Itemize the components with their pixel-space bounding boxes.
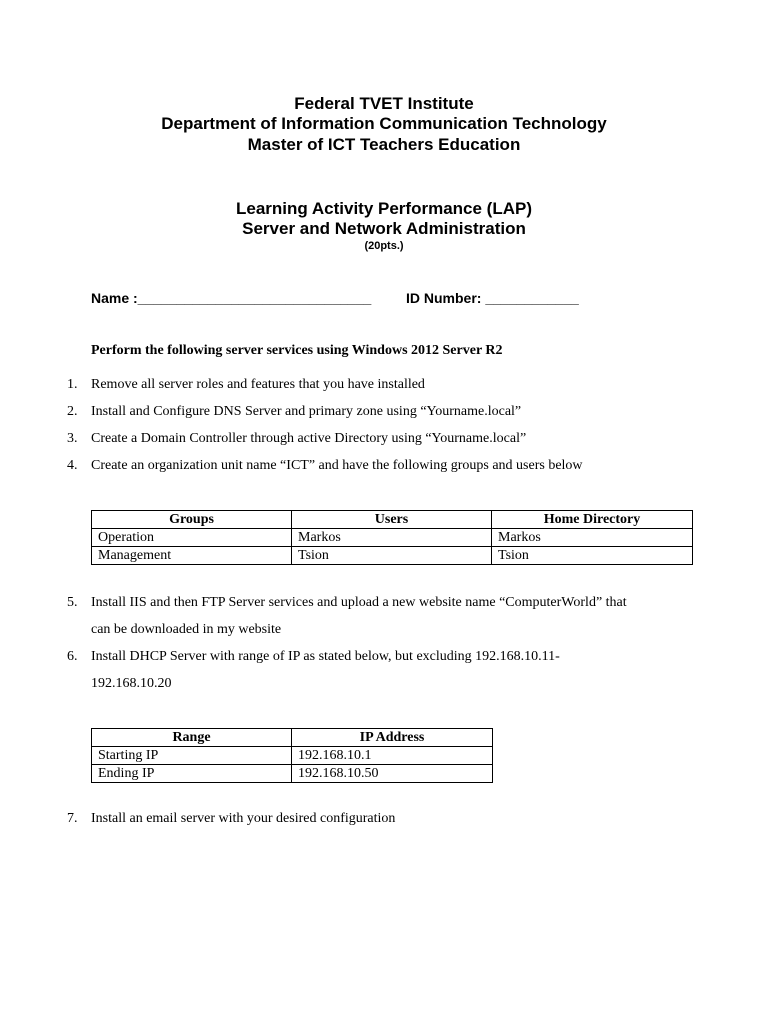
item-text: Create a Domain Controller through active Directory using “Yourname.local”	[91, 431, 527, 446]
column-header: Users	[292, 511, 492, 529]
item-text: can be downloaded in my website	[91, 622, 282, 637]
item-number: 1.	[67, 377, 78, 392]
item-text: Install and Configure DNS Server and primary zone using “Yourname.local”	[91, 404, 522, 419]
item-number: 3.	[67, 431, 78, 446]
table-cell: 192.168.10.50	[292, 765, 493, 783]
table-row	[92, 547, 693, 565]
table-header-row	[92, 511, 693, 529]
table-cell: Operation	[92, 529, 292, 547]
table-cell: 192.168.10.1	[292, 747, 493, 765]
item-text: Create an organization unit name “ICT” and have the following groups and users below	[91, 458, 583, 473]
table-row	[92, 765, 493, 783]
item-text: Install an email server with your desired configuration	[91, 811, 396, 826]
item-text: Remove all server roles and features that you have installed	[91, 377, 425, 392]
item-text: 192.168.10.20	[91, 676, 172, 691]
ip-range-table	[91, 728, 493, 783]
item-number: 6.	[67, 649, 78, 664]
item-number: 5.	[67, 595, 78, 610]
table-cell: Management	[92, 547, 292, 565]
table-cell: Tsion	[292, 547, 492, 565]
institute-name: Federal TVET Institute	[294, 94, 474, 113]
id-number-field: ID Number: ____________	[406, 290, 579, 306]
points-label: (20pts.)	[364, 240, 404, 252]
item-number: 7.	[67, 811, 78, 826]
table-cell: Tsion	[492, 547, 693, 565]
table-row	[92, 747, 493, 765]
table-cell: Markos	[292, 529, 492, 547]
name-field: Name :______________________________	[91, 290, 372, 306]
table-cell: Markos	[492, 529, 693, 547]
table-header-row	[92, 729, 493, 747]
column-header: Home Directory	[492, 511, 693, 529]
table-cell: Starting IP	[92, 747, 292, 765]
table-cell: Ending IP	[92, 765, 292, 783]
instruction-text: Perform the following server services using Windows 2012 Server R2	[91, 343, 503, 358]
column-header: IP Address	[292, 729, 493, 747]
item-text: Install IIS and then FTP Server services and upload a new website name “ComputerWorld” that	[91, 595, 627, 610]
course-title: Server and Network Administration	[242, 219, 526, 238]
column-header: Range	[92, 729, 292, 747]
department-name: Department of Information Communication Technology	[161, 114, 607, 133]
program-name: Master of ICT Teachers Education	[247, 135, 521, 154]
table-row	[92, 529, 693, 547]
item-number: 2.	[67, 404, 78, 419]
groups-table	[91, 510, 693, 565]
column-header: Groups	[92, 511, 292, 529]
item-text: Install DHCP Server with range of IP as stated below, but excluding 192.168.10.11-	[91, 649, 560, 664]
item-number: 4.	[67, 458, 78, 473]
lap-title: Learning Activity Performance (LAP)	[236, 199, 532, 218]
